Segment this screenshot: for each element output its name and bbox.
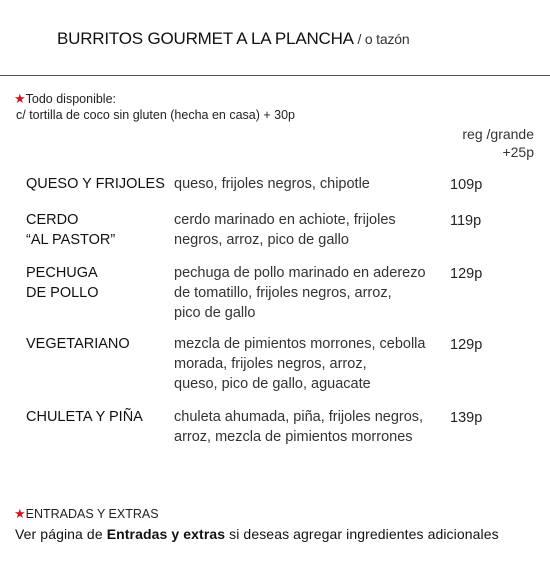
extras-heading-label: ENTRADAS Y EXTRAS: [25, 507, 159, 521]
size-header-upcharge: +25p: [502, 144, 534, 160]
menu-item-name: CHULETA Y PIÑA: [26, 409, 143, 425]
menu-title: [57, 29, 409, 49]
menu-item-price: 139p: [450, 410, 483, 426]
extras-instructions: [15, 526, 499, 542]
menu-item-description: mezcla de pimientos morrones, cebolla morada, frijoles negros, arroz, queso, pico de gallo, aguacate: [174, 336, 426, 392]
menu-title-main: BURRITOS GOURMET A LA PLANCHA: [57, 29, 354, 48]
availability-note-detail: c/ tortilla de coco sin gluten (hecha en casa) + 30p: [16, 108, 295, 122]
menu-item-price: 109p: [450, 177, 483, 193]
menu-item-price: 129p: [450, 266, 483, 282]
star-icon: ★: [14, 91, 26, 106]
extras-text-before: Ver página de: [15, 526, 107, 542]
header-divider: [0, 75, 550, 76]
availability-note-title: Todo disponible:: [25, 92, 117, 106]
menu-item-description: queso, frijoles negros, chipotle: [174, 176, 370, 192]
menu-item-name: VEGETARIANO: [26, 336, 130, 352]
extras-text-after: si deseas agregar ingredientes adicionales: [225, 526, 499, 542]
menu-item-name: PECHUGA DE POLLO: [26, 265, 99, 301]
menu-title-subtitle: / o tazón: [353, 31, 410, 47]
size-header: [462, 125, 534, 161]
availability-note: [14, 91, 295, 123]
extras-heading: [14, 506, 159, 522]
menu-item-name: CERDO “AL PASTOR”: [26, 212, 116, 248]
menu-item-name: QUESO Y FRIJOLES: [26, 176, 165, 192]
menu-item-price: 119p: [450, 213, 482, 229]
menu-item-description: chuleta ahumada, piña, frijoles negros, arroz, mezcla de pimientos morrones: [174, 409, 424, 445]
star-icon: ★: [14, 506, 26, 521]
menu-item-description: pechuga de pollo marinado en aderezo de tomatillo, frijoles negros, arroz, pico de gallo: [174, 265, 426, 321]
menu-item-price: 129p: [450, 337, 483, 353]
menu-item-description: cerdo marinado en achiote, frijoles negros, arroz, pico de gallo: [174, 212, 396, 248]
size-header-sizes: reg /grande: [462, 126, 534, 142]
extras-page-link[interactable]: Entradas y extras: [106, 526, 226, 542]
